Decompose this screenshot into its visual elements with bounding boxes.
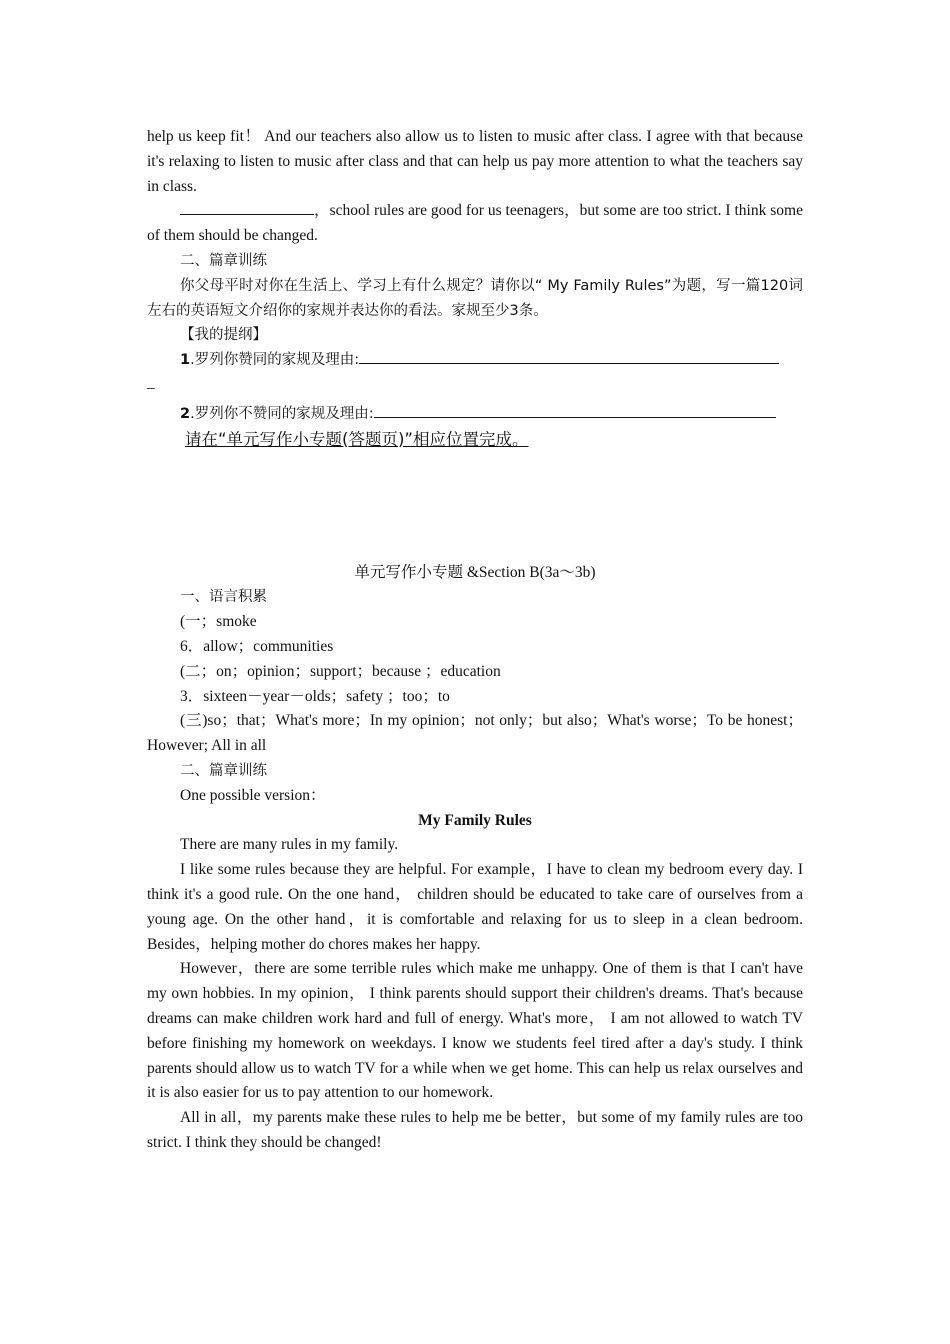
answer-line: (二；on；opinion；support；because ；education <box>180 662 501 680</box>
section-title: 一、语言积累 <box>180 589 267 606</box>
writing-prompt: 你父母平时对你在生活上、学习上有什么规定？请你以“ My Family Rules”为题，写一篇120词左右的英语短文介绍你的家规并表达你的看法。家规至少3条。 <box>147 277 803 319</box>
answer-line: 3．sixteen－year－olds；safety ；too；to <box>180 687 450 705</box>
answer-line: (三)so；that；What's more；In my opinion；not only；but also；What's worse；To be honest；However; All in all <box>147 712 803 755</box>
essay-title: My Family Rules <box>418 811 532 829</box>
outline-item-number: 2 <box>180 405 191 422</box>
answer-line: 6．allow；communities <box>180 637 334 655</box>
outline-answer-blank[interactable] <box>374 402 776 418</box>
fill-in-paragraph <box>147 199 803 249</box>
essay-paragraph: However，there are some terrible rules which make me unhappy. One of them is that I can't have my own hobbies. In my opinion， I think parents should support their children's dreams. That's because dreams can make children work hard and full of energy. What's more， I am not allowed to watch TV before finishing my homework on weekdays. I know we students feel tired after a day's study. I think parents should allow us to watch TV for a while when we get home. This can help us relax ourselves and it is also easier for us to pay attention to our homework. <box>147 960 803 1102</box>
document-page <box>147 125 803 1156</box>
fill-in-paragraph-text: ，school rules are good for us teenagers，but some are too strict. I think some of them should be changed. <box>147 202 803 245</box>
essay-paragraph: There are many rules in my family. <box>180 836 399 854</box>
answer-heading: 单元写作小专题 &Section B(3a～3b) <box>354 563 596 581</box>
outline-item-label: .罗列你不赞同的家规及理由: <box>190 405 374 422</box>
essay-paragraph: All in all，my parents make these rules to help me be better，but some of my family rules are too strict. I think they should be changed! <box>147 1109 803 1151</box>
outline-item-label: .罗列你赞同的家规及理由: <box>190 352 360 369</box>
outline-item-2 <box>147 402 803 427</box>
answer-page-notice: 请在“单元写作小专题(答题页)”相应位置完成。 <box>185 429 529 449</box>
answer-blank[interactable] <box>180 199 314 215</box>
outline-answer-blank[interactable] <box>359 348 779 364</box>
exercise-paragraph: help us keep fit！ And our teachers also allow us to listen to music after class. I agree with that because it's relaxing to listen to music after class and that can help us pay more attention to what the teachers say in class. <box>147 128 803 195</box>
outline-item-1 <box>147 348 803 373</box>
section-title: 二、篇章训练 <box>180 762 267 779</box>
version-label: One possible version： <box>180 786 326 804</box>
outline-title: 【我的提纲】 <box>180 327 267 344</box>
section-title: 二、篇章训练 <box>180 252 267 269</box>
outline-overflow-mark: _ <box>147 373 155 391</box>
essay-paragraph: I like some rules because they are helpful. For example，I have to clean my bedroom every day. I think it's a good rule. On the one hand， children should be educated to take care of ourselves from a young age. On the other hand，it is comfortable and relaxing for us to sleep in a clean bedroom. Besides，helping mother do chores makes her happy. <box>147 861 803 953</box>
answer-line: (一；smoke <box>180 613 257 631</box>
outline-item-number: 1 <box>180 352 191 369</box>
